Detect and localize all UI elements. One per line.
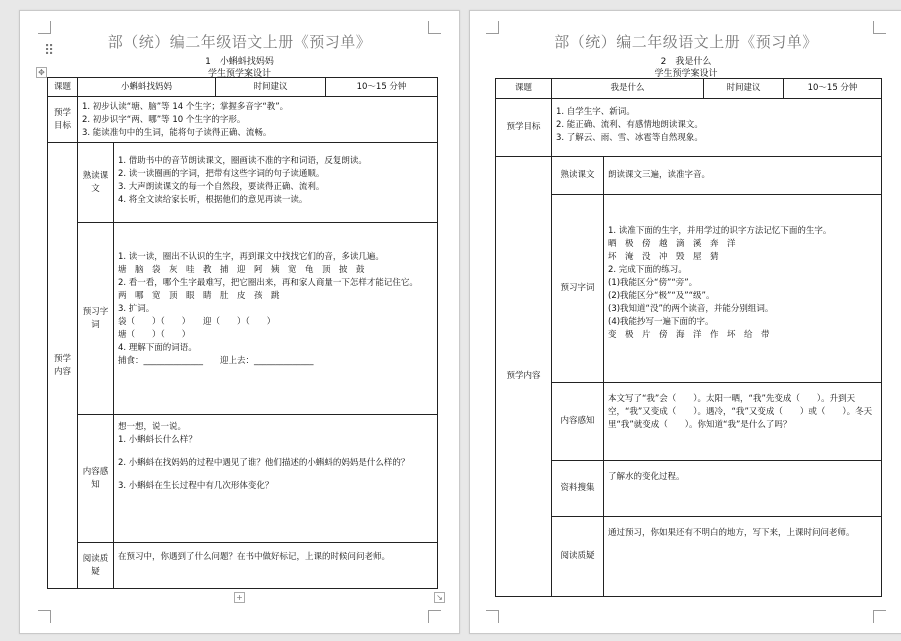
text-line: 4. 理解下面的词语。 bbox=[118, 343, 197, 353]
spacer bbox=[118, 470, 433, 480]
goal-line: 1. 自学生字、新词。 bbox=[556, 107, 635, 117]
lesson-title: 2 我是什么 bbox=[660, 57, 712, 67]
fill-blank[interactable]: 本文写了“我”会（ ）。太阳一晒，“我”先变成（ ）。升到天空，“我”又变成（ ）。遇冷，“我”又变成（ ）或（ ）。冬天里“我”就变成（ ）。你知道“我”是什么了吗？ bbox=[608, 394, 873, 430]
reading-row bbox=[48, 143, 438, 223]
lesson-title: 1 小蝌蚪找妈妈 bbox=[205, 57, 274, 67]
question-line: 3. 小蝌蚪在生长过程中有几次形体变化？ bbox=[118, 481, 274, 491]
reading-content[interactable] bbox=[114, 143, 438, 223]
research-row bbox=[496, 461, 882, 517]
char-list: 变 极 片 傍 海 洋 作 坏 给 带 bbox=[608, 330, 770, 340]
lesson-table bbox=[495, 78, 882, 597]
time-label: 时间建议 bbox=[216, 78, 326, 97]
section-label-vocab: 预习字词 bbox=[78, 223, 114, 415]
vocab-content[interactable] bbox=[604, 195, 882, 383]
text-line: 在预习中，你遇到了什么问题？在书中做好标记，上课的时候问问老师。 bbox=[118, 552, 391, 562]
fill-blank[interactable]: 袋（ ）（ ） 迎（ ）（ ） bbox=[118, 317, 276, 327]
text-line: 4. 将全文读给家长听，根据他们的意见再读一读。 bbox=[118, 195, 308, 205]
goal-line: 2. 能正确、流利、有感情地朗读课文。 bbox=[556, 120, 703, 130]
lesson-table bbox=[47, 77, 438, 589]
section-label-vocab: 预习字词 bbox=[552, 195, 604, 383]
text-line: 了解水的变化过程。 bbox=[608, 472, 685, 482]
goals-row bbox=[496, 99, 882, 157]
goals-content[interactable] bbox=[78, 97, 438, 143]
spacer bbox=[118, 447, 433, 457]
text-line: 2. 看一看，哪个生字最难写，把它圈出来，再和家人商量一下怎样才能记住它。 bbox=[118, 278, 418, 288]
text-line: 通过预习，你如果还有不明白的地方，写下来，上课时问问老师。 bbox=[608, 528, 855, 538]
char-list: 塘 脑 袋 灰 哇 教 捕 迎 阿 姨 宽 龟 顶 披 鼓 bbox=[118, 265, 365, 275]
section-label-reading: 熟读课文 bbox=[78, 143, 114, 223]
time-value[interactable]: 10～15 分钟 bbox=[784, 79, 882, 99]
content-label: 预学内容 bbox=[48, 143, 78, 589]
goal-line: 3. 能读准句中的生词，能将句子读得正确、流畅。 bbox=[82, 128, 272, 138]
text-line: (3)我知道“没”的两个读音，并能分别组词。 bbox=[608, 304, 774, 314]
question-row bbox=[48, 543, 438, 589]
question-line: 2. 小蝌蚪在找妈妈的过程中遇见了谁？他们描述的小蝌蚪的妈妈是什么样的？ bbox=[118, 458, 410, 468]
crop-mark bbox=[38, 610, 51, 623]
table-resize-handle-icon[interactable]: ↘ bbox=[434, 592, 445, 603]
content-label: 预学内容 bbox=[496, 157, 552, 597]
vocab-row bbox=[496, 195, 882, 383]
time-value[interactable]: 10～15 分钟 bbox=[326, 78, 438, 97]
char-list: 坏 淹 没 冲 毁 屋 猜 bbox=[608, 252, 719, 262]
fill-blank[interactable]: 塘（ ）（ ） bbox=[118, 330, 191, 340]
question-content[interactable] bbox=[604, 517, 882, 597]
char-list: 两 哪 宽 顶 眼 睛 肚 皮 孩 跳 bbox=[118, 291, 280, 301]
text-line: 1. 借助书中的音节朗读课文，圈画读不准的字和词语，反复朗读。 bbox=[118, 156, 367, 166]
text-line: 2. 完成下面的练习。 bbox=[608, 265, 687, 275]
crop-mark bbox=[873, 610, 886, 623]
section-label-question: 阅读质疑 bbox=[78, 543, 114, 589]
perception-content[interactable] bbox=[114, 415, 438, 543]
research-content[interactable] bbox=[604, 461, 882, 517]
document-title: 部（统）编二年级语文上册《预习单》 bbox=[107, 33, 372, 51]
header-row bbox=[48, 78, 438, 97]
topic-label: 课题 bbox=[48, 78, 78, 97]
goals-row bbox=[48, 97, 438, 143]
subtitle: 学生预学案设计 bbox=[654, 69, 718, 79]
time-label: 时间建议 bbox=[704, 79, 784, 99]
text-line: 朗读课文三遍，读准字音。 bbox=[608, 170, 711, 180]
topic-value[interactable]: 我是什么 bbox=[552, 79, 704, 99]
perception-row bbox=[496, 383, 882, 461]
question-line: 1. 小蝌蚪长什么样？ bbox=[118, 435, 197, 445]
text-line: (2)我能区分“极”“及”“级”。 bbox=[608, 291, 715, 301]
text-line: 3. 扩词。 bbox=[118, 304, 155, 314]
drag-handle-icon[interactable]: ⠿ bbox=[44, 43, 55, 59]
topic-value[interactable]: 小蝌蚪找妈妈 bbox=[78, 78, 216, 97]
text-line: 2. 读一读圈画的字词，把带有这些字词的句子读通顺。 bbox=[118, 169, 325, 179]
question-content[interactable] bbox=[114, 543, 438, 589]
goal-line: 1. 初步认读“塘、脑”等 14 个生字；掌握多音字“教”。 bbox=[82, 102, 289, 112]
document-page-2 bbox=[469, 10, 901, 634]
text-line: 1. 读准下面的生字，并用学过的识字方法记忆下面的生字。 bbox=[608, 226, 832, 236]
vocab-row bbox=[48, 223, 438, 415]
perception-content[interactable] bbox=[604, 383, 882, 461]
reading-row bbox=[496, 157, 882, 195]
text-line: 3. 大声朗读课文的每一个自然段，要读得正确、流利。 bbox=[118, 182, 325, 192]
crop-mark bbox=[486, 610, 499, 623]
reading-content[interactable] bbox=[604, 157, 882, 195]
section-label-question: 阅读质疑 bbox=[552, 517, 604, 597]
goal-line: 2. 初步识字“两、哪”等 10 个生字的字形。 bbox=[82, 115, 246, 125]
char-list: 晒 极 傍 越 滴 溪 奔 洋 bbox=[608, 239, 736, 249]
goals-label: 预学目标 bbox=[496, 99, 552, 157]
section-label-research: 资料搜集 bbox=[552, 461, 604, 517]
document-title: 部（统）编二年级语文上册《预习单》 bbox=[554, 33, 818, 51]
vocab-content[interactable] bbox=[114, 223, 438, 415]
text-line: 想一想，说一说。 bbox=[118, 422, 187, 432]
table-move-handle-icon[interactable]: ✥ bbox=[36, 67, 47, 78]
section-label-perception: 内容感知 bbox=[78, 415, 114, 543]
question-row bbox=[496, 517, 882, 597]
goals-content[interactable] bbox=[552, 99, 882, 157]
text-line: (1)我能区分“傍”“旁”。 bbox=[608, 278, 698, 288]
section-label-perception: 内容感知 bbox=[552, 383, 604, 461]
add-row-icon[interactable]: + bbox=[234, 592, 245, 603]
text-line: 1. 读一读，圈出不认识的生字，再到课文中找找它们的音，多读几遍。 bbox=[118, 252, 384, 262]
header-row bbox=[496, 79, 882, 99]
fill-blank[interactable]: 捕食：______________ 迎上去：______________ bbox=[118, 356, 314, 366]
subtitle: 学生预学案设计 bbox=[207, 69, 271, 79]
text-line: (4)我能抄写一遍下面的字。 bbox=[608, 317, 714, 327]
document-page-1 bbox=[19, 10, 460, 634]
section-label-reading: 熟读课文 bbox=[552, 157, 604, 195]
goals-label: 预学目标 bbox=[48, 97, 78, 143]
crop-mark bbox=[428, 610, 441, 623]
perception-row bbox=[48, 415, 438, 543]
topic-label: 课题 bbox=[496, 79, 552, 99]
goal-line: 3. 了解云、雨、雪、冰雹等自然现象。 bbox=[556, 133, 703, 143]
